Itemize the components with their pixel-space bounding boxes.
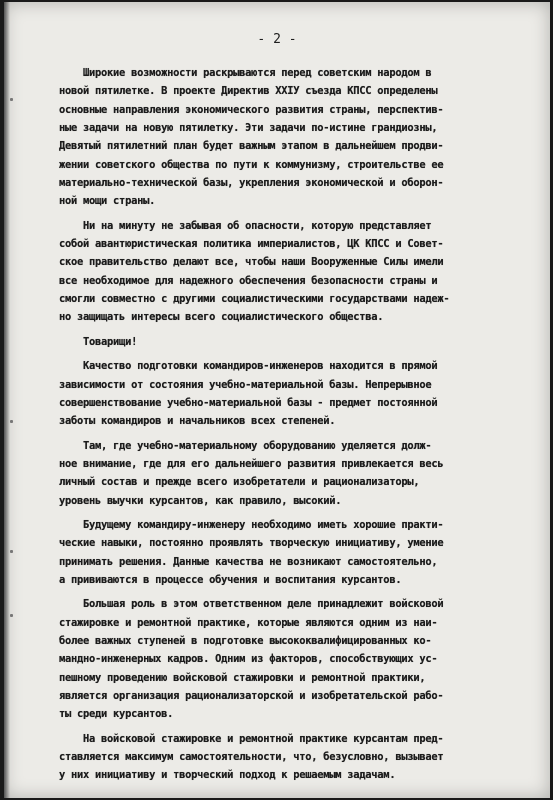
text-line: ческие навыки, постоянно проявлять творческую инициативу, умение — [59, 537, 444, 550]
paragraph — [59, 730, 524, 785]
text-line: все необходимое для надежного обеспечения безопасности страны и — [59, 274, 438, 287]
paragraph — [59, 437, 524, 510]
text-line: ставляется максимум самостоятельности, что, безусловно, вызывает — [59, 751, 444, 764]
text-line: мандно-инженерных кадров. Одним из факторов, способствующих ус- — [59, 653, 438, 666]
text-line: Ни на минуту не забывая об опасности, которую представляет — [59, 219, 432, 232]
text-line: заботы командиров и начальников всех степеней. — [59, 415, 336, 428]
text-line: материально-технической базы, укрепления экономической и оборон- — [59, 177, 444, 190]
paragraph — [59, 595, 524, 723]
text-line: пешному проведению войсковой стажировки и ремонтной практики, — [59, 671, 426, 684]
text-line: ское правительство делают все, чтобы наши Вооруженные Силы имели — [59, 256, 444, 269]
text-line: уровень выучки курсантов, как правило, высокий. — [59, 494, 342, 507]
text-line: Там, где учебно-материальному оборудованию уделяется долж- — [59, 439, 432, 452]
text-line: новой пятилетке. В проекте Директив XXIУ съезда КПСС определены — [59, 85, 438, 98]
text-line: у них инициативу и творческий подход к решаемым задачам. — [59, 769, 396, 782]
page-number: - 2 - — [257, 32, 297, 47]
text-line: смогли совместно с другими социалистическими государствами надеж- — [59, 293, 450, 306]
paragraph — [59, 217, 524, 327]
text-line: Качество подготовки командиров-инженеров находится в прямой — [59, 360, 438, 373]
paragraph — [59, 516, 524, 589]
text-line: совершенствование учебно-материальной базы - предмет постоянной — [59, 396, 438, 409]
paragraph — [59, 64, 524, 211]
text-line: ные задачи на новую пятилетку. Эти задачи по-истине грандиозны, — [59, 122, 438, 135]
text-line: ты среди курсантов. — [59, 708, 174, 721]
margin-mark — [10, 98, 13, 101]
typewritten-page — [4, 2, 550, 798]
document-body — [59, 64, 524, 785]
text-line: стажировке и ремонтной практике, которые являются одним из наи- — [59, 616, 438, 629]
text-line: Товарищи! — [59, 335, 138, 348]
page-edge-shadow — [4, 2, 10, 798]
text-line: жении советского общества по пути к коммунизму, строительстве ее — [59, 158, 444, 171]
margin-mark — [10, 420, 13, 423]
text-line: принимать решения. Данные качества не возникают самостоятельно, — [59, 555, 438, 568]
text-line: основные направления экономического развития страны, перспектив- — [59, 103, 444, 116]
text-line: зависимости от состояния учебно-материальной базы. Непрерывное — [59, 378, 432, 391]
margin-mark — [10, 614, 13, 617]
text-line: Будущему командиру-инженеру необходимо иметь хорошие практи- — [59, 518, 444, 531]
text-line: является организация рационализаторской и изобретательской рабо- — [59, 690, 444, 702]
text-line: а прививаются в процессе обучения и воспитания курсантов. — [59, 573, 402, 586]
text-line: более важных ступеней в подготовке высококвалифицированных ко- — [59, 634, 432, 647]
margin-mark — [10, 550, 13, 553]
text-line: собой авантюристическая политика империалистов, ЦК КПСС и Совет- — [59, 238, 444, 251]
text-line: ное внимание, где для его дальнейшего развития привлекается весь — [59, 457, 444, 470]
text-line: На войсковой стажировке и ремонтной практике курсантам пред- — [59, 732, 444, 745]
text-line: Широкие возможности раскрываются перед советским народом в — [59, 67, 432, 79]
paragraph — [59, 357, 524, 430]
text-line: личный состав и прежде всего изобретатели и рационализаторы, — [59, 476, 420, 489]
text-line: Большая роль в этом ответственном деле принадлежит войсковой — [59, 598, 444, 611]
text-line: но защищать интересы всего социалистического общества. — [59, 311, 384, 324]
paragraph — [59, 333, 524, 351]
text-line: Девятый пятилетний план будет важным этапом в дальнейшем продви- — [59, 140, 444, 153]
text-line: ной мощи страны. — [59, 195, 156, 208]
